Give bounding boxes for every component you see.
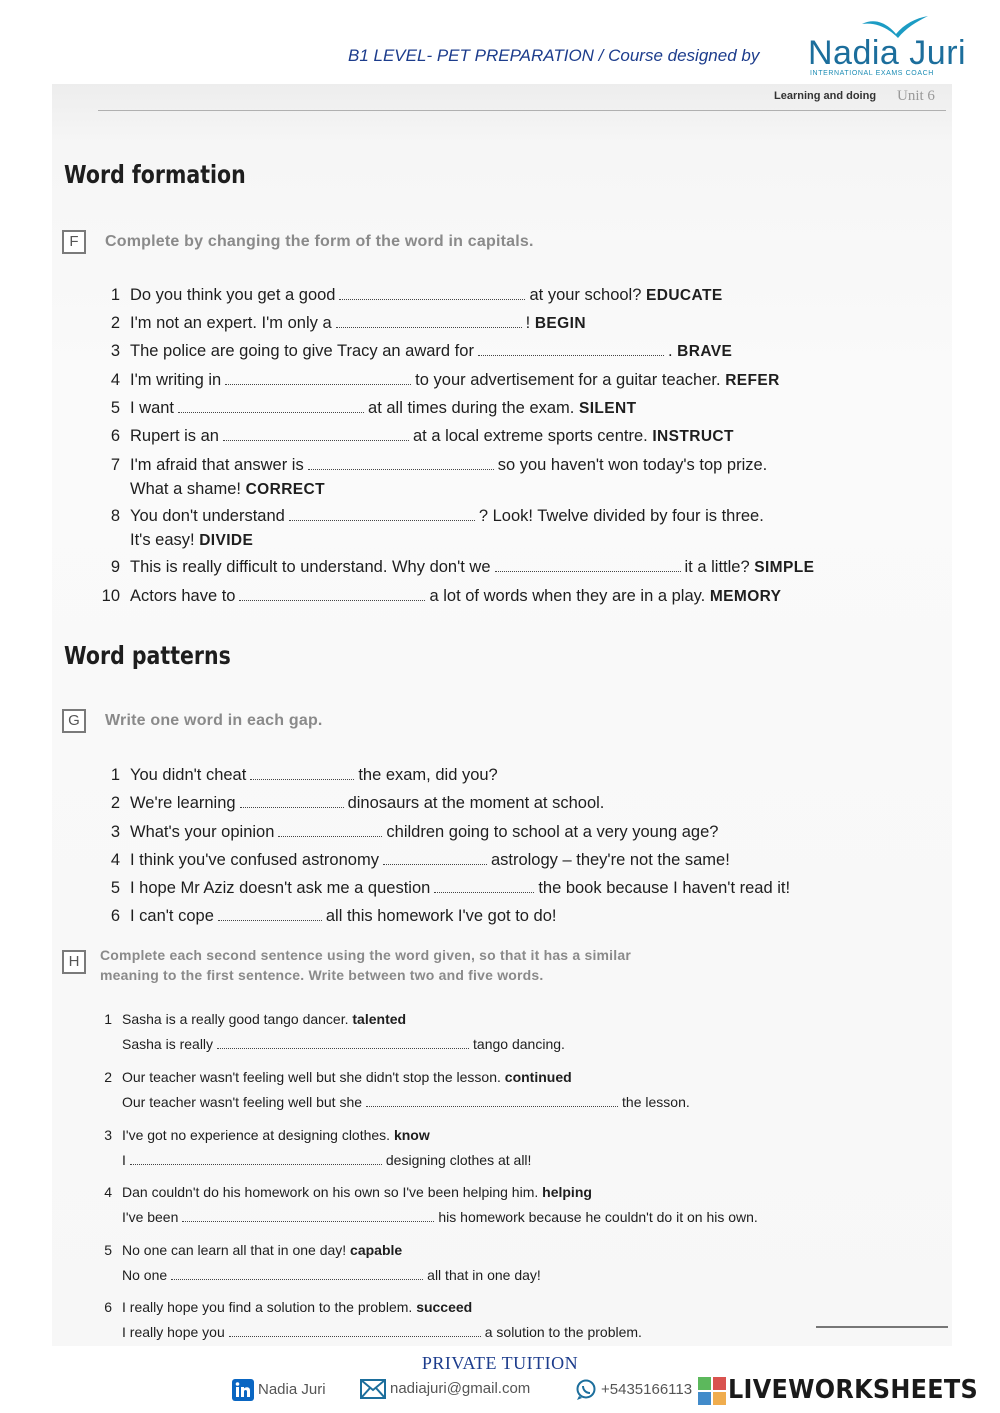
- answer-gap[interactable]: [250, 767, 354, 780]
- page-end-rule: [816, 1326, 948, 1328]
- exercise-g-item: 3 What's your opinion children going to school at a very young age?: [110, 823, 719, 841]
- whatsapp-contact[interactable]: +5435166113: [575, 1379, 692, 1405]
- exercise-h-item: 5 No one can learn all that in one day! capable No one all that in one day!: [104, 1242, 541, 1283]
- exercise-f-item: 7 I'm afraid that answer is so you haven't won today's top prize. What a shame! CORRECT: [110, 456, 768, 498]
- keyword: INSTRUCT: [652, 428, 734, 445]
- answer-gap[interactable]: [217, 1038, 469, 1049]
- keyword: capable: [350, 1242, 403, 1258]
- exercise-h-item: 1 Sasha is a really good tango dancer. talented Sasha is really tango dancing.: [104, 1011, 565, 1052]
- section-title-word-formation: Word formation: [64, 160, 246, 189]
- exercise-f-item: 1 Do you think you get a good at your school? EDUCATE: [110, 286, 723, 304]
- answer-gap[interactable]: [223, 428, 409, 441]
- exercise-f-item: 3 The police are going to give Tracy an award for . BRAVE: [110, 342, 733, 360]
- exercise-g-item: 2 We're learning dinosaurs at the moment at school.: [110, 794, 605, 812]
- answer-gap[interactable]: [278, 824, 382, 837]
- exercise-g-item: 1 You didn't cheat the exam, did you?: [110, 766, 498, 784]
- answer-gap[interactable]: [225, 372, 411, 385]
- keyword: EDUCATE: [645, 287, 723, 304]
- exercise-letter-h: H: [62, 950, 86, 974]
- answer-gap[interactable]: [178, 400, 364, 413]
- answer-gap[interactable]: [218, 908, 322, 921]
- exercise-f-item: 10 Actors have to a lot of words when they are in a play. MEMORY: [101, 587, 782, 605]
- answer-gap[interactable]: [339, 287, 525, 300]
- keyword: REFER: [725, 372, 780, 389]
- header-divider: [98, 110, 946, 111]
- liveworksheets-wordmark: LIVEWORKSHEETS: [728, 1375, 979, 1405]
- unit-label: Learning and doing: [774, 90, 877, 102]
- exercise-g-item: 4 I think you've confused astronomy astrology – they're not the same!: [110, 851, 730, 869]
- keyword: BRAVE: [677, 343, 733, 360]
- exercise-h-item: 3 I've got no experience at designing clothes. know I designing clothes at all!: [104, 1127, 532, 1168]
- liveworksheets-brand[interactable]: [698, 1374, 998, 1408]
- answer-gap[interactable]: [434, 880, 534, 893]
- keyword: succeed: [416, 1299, 473, 1315]
- keyword: know: [393, 1127, 430, 1143]
- answer-gap[interactable]: [336, 315, 522, 328]
- exercise-f-item: 5 I want at all times during the exam. SILENT: [110, 399, 637, 417]
- linkedin-contact[interactable]: Nadia Juri: [232, 1379, 326, 1405]
- exercise-f-item: 2 I'm not an expert. I'm only a ! BEGIN: [110, 314, 586, 332]
- keyword: DIVIDE: [199, 532, 254, 549]
- keyword: SIMPLE: [754, 559, 815, 576]
- answer-gap[interactable]: [182, 1211, 434, 1222]
- answer-gap[interactable]: [366, 1096, 618, 1107]
- exercise-g-item: 6 I can't cope all this homework I've got to do!: [110, 907, 557, 925]
- exercise-letter-f: F: [62, 230, 86, 254]
- linkedin-icon: [232, 1379, 254, 1401]
- answer-gap[interactable]: [229, 1326, 481, 1337]
- private-tuition-label: PRIVATE TUITION: [421, 1353, 579, 1373]
- mail-icon: [360, 1379, 386, 1399]
- exercise-h-instruction-line1: Complete each second sentence using the word given, so that it has a similar: [100, 947, 631, 963]
- whatsapp-icon: [575, 1379, 597, 1401]
- keyword: SILENT: [578, 400, 637, 417]
- answer-gap[interactable]: [240, 795, 344, 808]
- exercise-f-instruction: Complete by changing the form of the word in capitals.: [105, 233, 534, 250]
- course-header: B1 LEVEL- PET PREPARATION / Course designed by: [348, 46, 760, 65]
- exercise-f-item: 8 You don't understand ? Look! Twelve divided by four is three. It's easy! DIVIDE: [110, 507, 764, 549]
- exercise-f-item: 6 Rupert is an at a local extreme sports centre. INSTRUCT: [110, 427, 734, 445]
- keyword: continued: [504, 1069, 572, 1085]
- nadia-juri-logo: [806, 14, 966, 84]
- logo-name: Nadia Juri: [808, 34, 967, 72]
- keyword: CORRECT: [245, 481, 325, 498]
- answer-gap[interactable]: [308, 457, 494, 470]
- answer-gap[interactable]: [171, 1269, 423, 1280]
- unit-number: Unit 6: [897, 88, 935, 104]
- answer-gap[interactable]: [383, 852, 487, 865]
- answer-gap[interactable]: [289, 508, 475, 521]
- section-title-word-patterns: Word patterns: [64, 641, 231, 670]
- keyword: talented: [352, 1011, 407, 1027]
- exercise-f-item: 4 I'm writing in to your advertisement for a guitar teacher. REFER: [110, 371, 780, 389]
- exercise-h-item: 2 Our teacher wasn't feeling well but she didn't stop the lesson. continued Our teacher wasn't feeling well but she the lesson.: [104, 1069, 690, 1110]
- keyword: BEGIN: [534, 315, 586, 332]
- answer-gap[interactable]: [495, 559, 681, 572]
- keyword: helping: [542, 1184, 592, 1200]
- answer-gap[interactable]: [130, 1154, 382, 1165]
- exercise-g-item: 5 I hope Mr Aziz doesn't ask me a question the book because I haven't read it!: [110, 879, 791, 897]
- answer-gap[interactable]: [239, 588, 425, 601]
- keyword: MEMORY: [709, 588, 782, 605]
- exercise-g-instruction: Write one word in each gap.: [105, 712, 323, 729]
- exercise-letter-g: G: [62, 709, 86, 733]
- liveworksheets-logo-icon: [698, 1377, 726, 1405]
- answer-gap[interactable]: [478, 343, 664, 356]
- email-contact[interactable]: nadiajuri@gmail.com: [360, 1379, 530, 1405]
- exercise-h-item: 6 I really hope you find a solution to the problem. succeed I really hope you a solution to the problem.: [104, 1299, 642, 1340]
- exercise-h-instruction-line2: meaning to the first sentence. Write between two and five words.: [100, 967, 544, 983]
- exercise-h-item: 4 Dan couldn't do his homework on his own so I've been helping him. helping I've been his homework because he couldn't do it on his own.: [104, 1184, 758, 1225]
- exercise-f-item: 9 This is really difficult to understand. Why don't we it a little? SIMPLE: [110, 558, 815, 576]
- logo-subtitle: INTERNATIONAL EXAMS COACH: [810, 70, 934, 77]
